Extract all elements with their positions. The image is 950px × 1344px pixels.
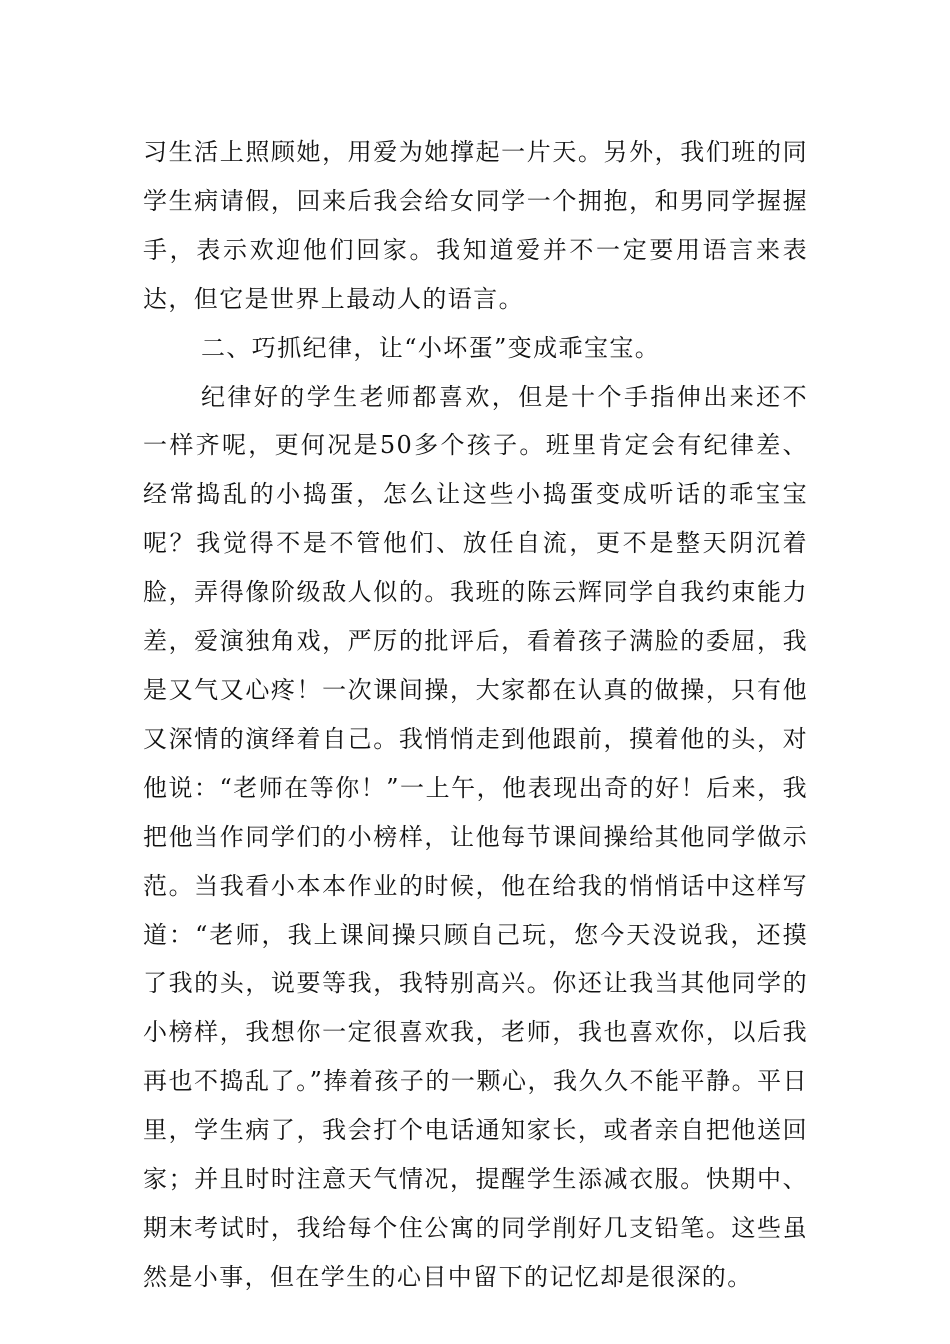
paragraph-discipline: 纪律好的学生老师都喜欢，但是十个手指伸出来还不一样齐呢，更何况是50多个孩子。班里肯定会有纪律差、经常捣乱的小捣蛋，怎么让这些小捣蛋变成听话的乖宝宝呢？我觉得不是不管他们、放任自流，更不是整天阴沉着脸，弄得像阶级敌人似的。我班的陈云辉同学自我约束能力差，爱演独角戏，严厉的批评后，看着孩子满脸的委屈，我是又气又心疼！一次课间操，大家都在认真的做操，只有他又深情的演绎着自己。我悄悄走到他跟前，摸着他的头，对他说：“老师在等你！”一上午，他表现出奇的好！后来，我把他当作同学们的小榜样，让他每节课间操给其他同学做示范。当我看小本本作业的时候，他在给我的悄悄话中这样写道：“老师，我上课间操只顾自己玩，您今天没说我，还摸了我的头，说要等我，我特别高兴。你还让我当其他同学的小榜样，我想你一定很喜欢我，老师，我也喜欢你，以后我再也不捣乱了。”捧着孩子的一颗心，我久久不能平静。平日里，学生病了，我会打个电话通知家长，或者亲自把他送回家；并且时时注意天气情况，提醒学生添减衣服。快期中、期末考试时，我给每个住公寓的同学削好几支铅笔。这些虽然是小事，但在学生的心目中留下的记忆却是很深的。 [143, 382, 808, 1291]
section-heading: 二、巧抓纪律，让“小坏蛋”变成乖宝宝。 [201, 333, 661, 362]
document-body [143, 128, 808, 1302]
paragraph-continuation: 习生活上照顾她，用爱为她撑起一片天。另外，我们班的同学生病请假，回来后我会给女同学一个拥抱，和男同学握握手，表示欢迎他们回家。我知道爱并不一定要用语言来表达，但它是世界上最动人的语言。 [143, 138, 808, 313]
